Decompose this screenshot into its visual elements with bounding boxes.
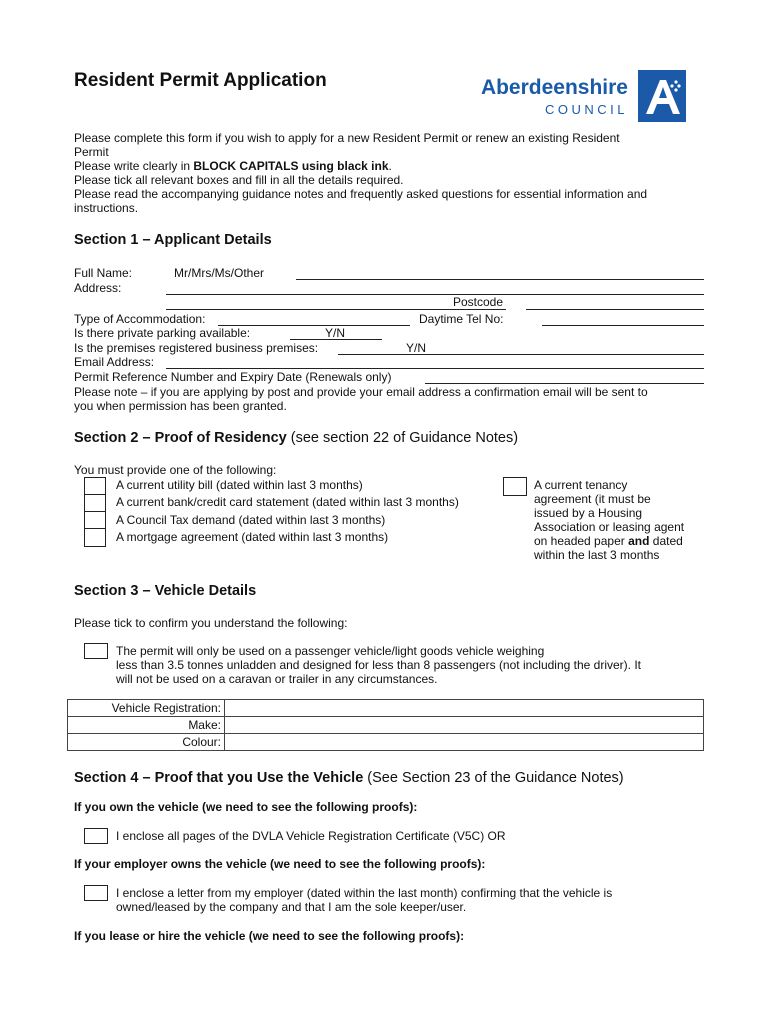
intro-line-block-capitals [74, 159, 392, 173]
section2-heading [74, 430, 518, 446]
vehicle-registration-input[interactable] [225, 700, 704, 717]
table-row [68, 717, 704, 734]
mortgage-checkbox[interactable] [84, 528, 106, 547]
intro-emphasis: BLOCK CAPITALS using black ink [193, 159, 389, 173]
option-tenancy [534, 534, 683, 548]
section4-heading-note: (See Section 23 of the Guidance Notes) [363, 770, 624, 786]
section2-heading-text: Section 2 – Proof of Residency [74, 430, 287, 446]
intro-text: . [388, 159, 392, 173]
option-utility-bill: A current utility bill (dated within last 3 months) [116, 478, 363, 492]
address-field-line2[interactable] [166, 309, 506, 310]
email-label: Email Address: [74, 355, 155, 369]
v5c-text: I enclose all pages of the DVLA Vehicle Registration Certificate (V5C) OR [116, 829, 506, 843]
option-tenancy: A current tenancy [534, 478, 628, 492]
utility-bill-checkbox[interactable] [84, 477, 106, 495]
title-options: Mr/Mrs/Ms/Other [174, 266, 264, 280]
section3-heading: Section 3 – Vehicle Details [74, 583, 257, 599]
address-label: Address: [74, 281, 122, 295]
address-field-line1[interactable] [166, 294, 704, 295]
council-logo-icon [638, 70, 686, 122]
section4-heading [74, 770, 624, 786]
table-row [68, 734, 704, 751]
option-mortgage: A mortgage agreement (dated within last 3 months) [116, 530, 389, 544]
intro-line: Please tick all relevant boxes and fill in all the details required. [74, 173, 404, 187]
vehicle-confirm-text: will not be used on a caravan or trailer in any circumstances. [116, 672, 438, 686]
employer-letter-text: I enclose a letter from my employer (dated within the last month) confirming that the vehicle is [116, 886, 613, 900]
vehicle-confirm-text: The permit will only be used on a passenger vehicle/light goods vehicle weighing [116, 644, 545, 658]
vehicle-details-table [67, 699, 704, 751]
page-title: Resident Permit Application [74, 70, 327, 91]
make-label: Make: [68, 717, 225, 734]
logo-subtitle: COUNCIL [544, 102, 628, 117]
section3-intro: Please tick to confirm you understand the following: [74, 616, 348, 630]
parking-label: Is there private parking available: [74, 326, 251, 340]
intro-line: Please complete this form if you wish to apply for a new Resident Permit or renew an existing Resident [74, 131, 620, 145]
business-label: Is the premises registered business premises: [74, 341, 319, 355]
vehicle-registration-label: Vehicle Registration: [68, 700, 225, 717]
option-council-tax: A Council Tax demand (dated within last 3 months) [116, 513, 386, 527]
intro-text: Please write clearly in [74, 159, 194, 173]
parking-yn[interactable]: Y/N [325, 326, 346, 340]
intro-line: instructions. [74, 201, 139, 215]
postcode-field[interactable] [526, 309, 704, 310]
tenancy-text: dated [649, 534, 683, 548]
business-field[interactable] [338, 354, 704, 355]
full-name-label: Full Name: [74, 266, 133, 280]
employer-letter-checkbox[interactable] [84, 885, 108, 901]
section4-heading-text: Section 4 – Proof that you Use the Vehicle [74, 770, 364, 786]
email-field[interactable] [166, 368, 704, 369]
email-note: you when permission has been granted. [74, 399, 287, 413]
make-input[interactable] [225, 717, 704, 734]
section1-heading: Section 1 – Applicant Details [74, 232, 272, 248]
colour-label: Colour: [68, 734, 225, 751]
own-vehicle-heading: If you own the vehicle (we need to see the following proofs): [74, 800, 418, 814]
table-row [68, 700, 704, 717]
intro-line: Permit [74, 145, 109, 159]
option-tenancy: within the last 3 months [534, 548, 660, 562]
parking-field[interactable] [290, 339, 382, 340]
option-tenancy: agreement (it must be [534, 492, 651, 506]
option-tenancy: Association or leasing agent [534, 520, 685, 534]
v5c-checkbox[interactable] [84, 828, 108, 844]
vehicle-confirm-text: less than 3.5 tonnes unladden and designed for less than 8 passengers (not including the driver). It [116, 658, 642, 672]
council-tax-checkbox[interactable] [84, 511, 106, 529]
permit-ref-label: Permit Reference Number and Expiry Date (Renewals only) [74, 370, 392, 384]
accommodation-label: Type of Accommodation: [74, 312, 206, 326]
option-tenancy: issued by a Housing [534, 506, 643, 520]
tenancy-checkbox[interactable] [503, 477, 527, 496]
bank-statement-checkbox[interactable] [84, 494, 106, 512]
permit-ref-field[interactable] [425, 383, 704, 384]
daytime-tel-label: Daytime Tel No: [419, 312, 504, 326]
vehicle-confirm-checkbox[interactable] [84, 643, 108, 659]
daytime-tel-field[interactable] [542, 325, 704, 326]
postcode-label: Postcode [453, 295, 504, 309]
section2-heading-note: (see section 22 of Guidance Notes) [286, 430, 519, 446]
business-yn[interactable]: Y/N [406, 341, 427, 355]
tenancy-emphasis: and [628, 534, 650, 548]
logo-name: Aberdeenshire [480, 76, 628, 99]
colour-input[interactable] [225, 734, 704, 751]
employer-vehicle-heading: If your employer owns the vehicle (we need to see the following proofs): [74, 857, 486, 871]
section2-intro: You must provide one of the following: [74, 463, 277, 477]
full-name-field[interactable] [296, 279, 704, 280]
lease-vehicle-heading: If you lease or hire the vehicle (we need to see the following proofs): [74, 929, 465, 943]
employer-letter-text: owned/leased by the company and that I am the sole keeper/user. [116, 900, 467, 914]
tenancy-text: on headed paper [534, 534, 629, 548]
intro-line: Please read the accompanying guidance notes and frequently asked questions for essential information and [74, 187, 648, 201]
option-bank-statement: A current bank/credit card statement (dated within last 3 months) [116, 495, 459, 509]
email-note: Please note – if you are applying by post and provide your email address a confirmation email will be sent to [74, 385, 648, 399]
